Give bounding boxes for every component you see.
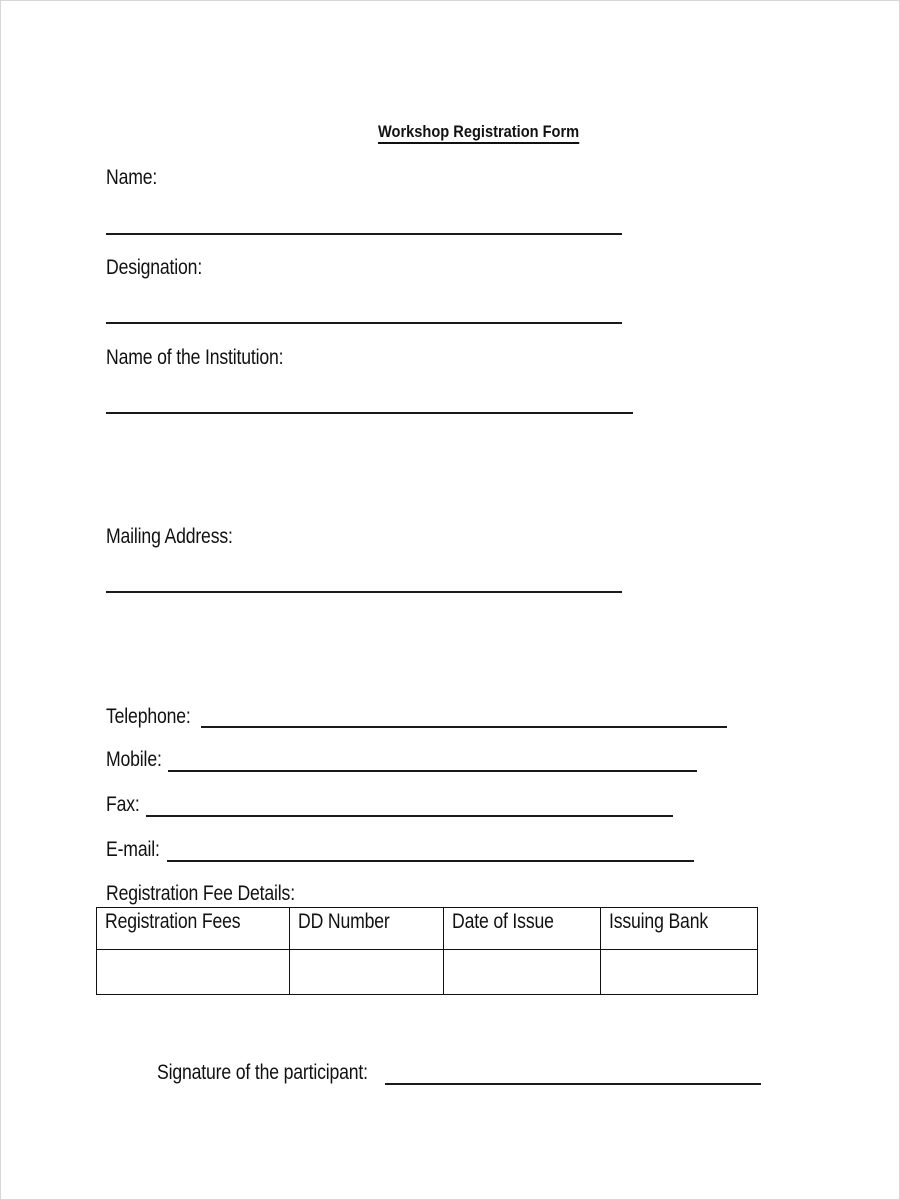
mobile-label: Mobile: — [106, 748, 162, 771]
fax-label: Fax: — [106, 793, 140, 816]
name-label: Name: — [106, 166, 158, 189]
header-cell-date-of-issue: Date of Issue — [444, 908, 601, 950]
form-title: Workshop Registration Form — [378, 122, 579, 144]
signature-field[interactable] — [385, 1083, 761, 1085]
fax-field[interactable] — [146, 815, 673, 817]
cell-date-of-issue[interactable] — [444, 950, 601, 995]
mailing-address-field[interactable] — [106, 591, 622, 593]
name-field[interactable] — [106, 233, 622, 235]
mailing-address-label: Mailing Address: — [106, 525, 233, 548]
cell-issuing-bank[interactable] — [601, 950, 758, 995]
telephone-label: Telephone: — [106, 705, 191, 728]
signature-label: Signature of the participant: — [157, 1061, 368, 1084]
telephone-field[interactable] — [201, 726, 727, 728]
email-label: E-mail: — [106, 838, 160, 861]
table-header-row — [97, 908, 758, 950]
email-field[interactable] — [167, 860, 694, 862]
designation-field[interactable] — [106, 322, 622, 324]
header-cell-dd-number: DD Number — [290, 908, 444, 950]
designation-label: Designation: — [106, 256, 203, 279]
cell-dd-number[interactable] — [290, 950, 444, 995]
fee-details-label: Registration Fee Details: — [106, 882, 295, 905]
table-row — [97, 950, 758, 995]
institution-label: Name of the Institution: — [106, 346, 284, 369]
cell-registration-fees[interactable] — [97, 950, 290, 995]
institution-field[interactable] — [106, 412, 633, 414]
fee-details-table — [96, 907, 758, 995]
header-cell-registration-fees: Registration Fees — [97, 908, 290, 950]
header-cell-issuing-bank: Issuing Bank — [601, 908, 758, 950]
mobile-field[interactable] — [168, 770, 697, 772]
